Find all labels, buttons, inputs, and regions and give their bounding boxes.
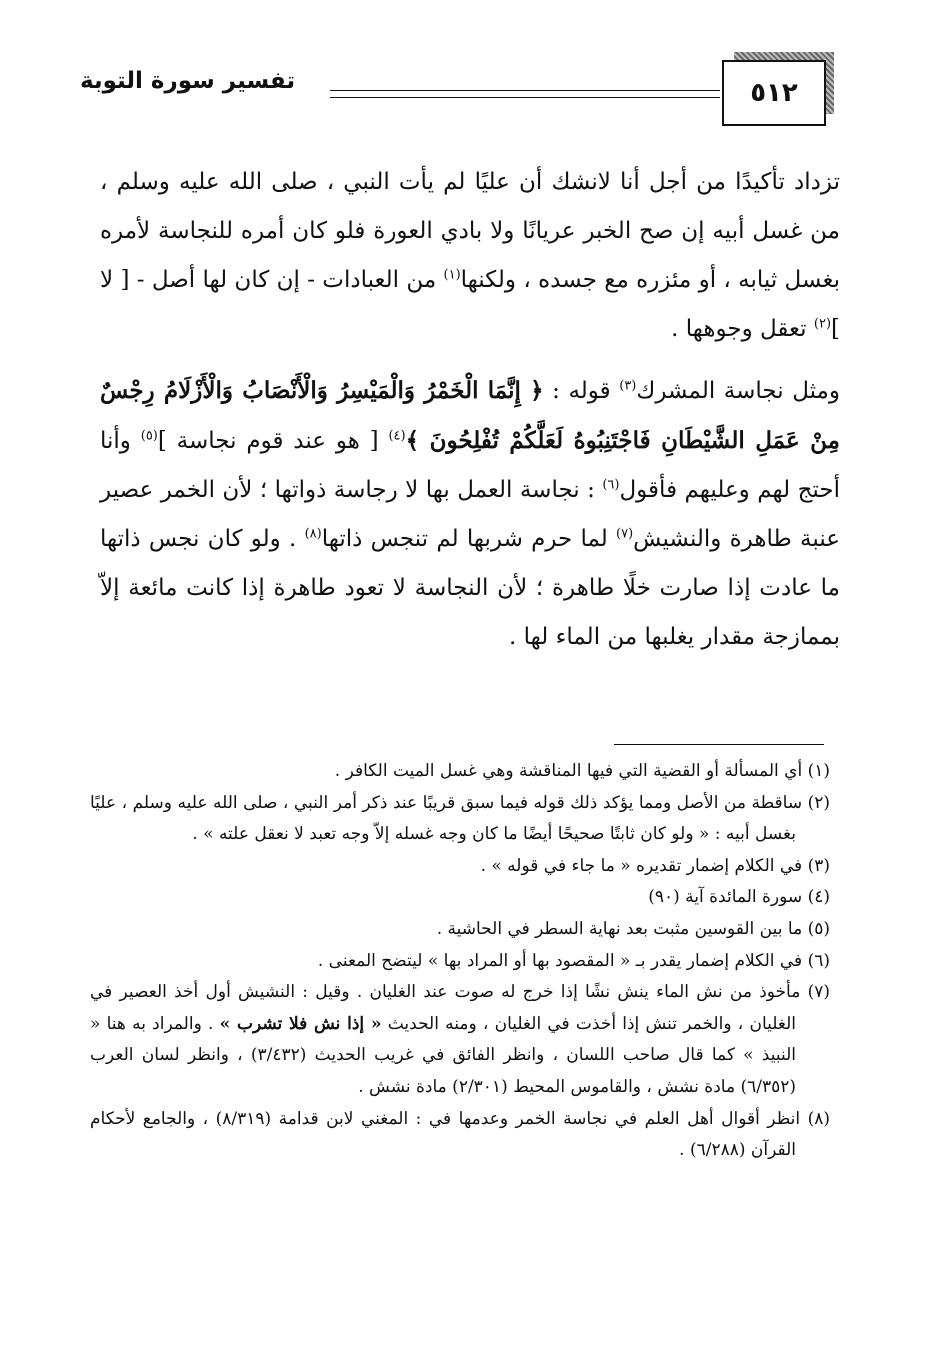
text-run: تعقل وجوهها . [671,316,814,342]
text-run: تزداد تأكيدًا من أجل أنا لانشك أن عليًا لم يأت النبي ، صلى الله عليه وسلم ، من غسل أبيه إن صح الخبر عريانًا ولا بادي العورة فلو كان أمره للنجاسة لأمره بغسل ثيابه ، أو مئزره مع جسده ، ولكنها [100,169,840,293]
text-run: من العبادات - إن كان لها أصل - [ لا ] [100,267,840,342]
running-title: تفسير سورة التوبة [80,68,296,94]
text-run: . ولو كان نجس ذاتها ما عادت إذا صارت خلًا طاهرة ؛ لأن النجاسة لا تعود طاهرة إذا كانت مائعة إلاّ بممازجة مقدار يغلبها من الماء لها . [100,526,840,650]
footnote-ref: (٥) [140,428,158,444]
paragraph-2 [100,366,840,662]
hadith-quote: « إذا نش فلا تشرب » [219,1013,382,1034]
footnote-ref: (٣) [619,378,637,394]
footnote-ref: (٧) [616,526,634,542]
footnote-2: (٢) ساقطة من الأصل ومما يؤكد ذلك قوله فيما سبق قريبًا عند ذكر أمر النبي ، صلى الله عليه وسلم ، عليًا بغسل أبيه : « ولو كان ثابتًا صحيحًا أيضًا ما كان وجه غسله إلاّ وجه تعبد لا نعقل علته » . [90,792,830,845]
text-run: . والمراد به هنا « النبيذ » كما قال صاحب اللسان ، وانظر الفائق في غريب الحديث (٣/٤٣٢) ، وانظر لسان العرب (٦/٣٥٢) مادة نشش ، والقاموس المحيط (٢/٣٠١) مادة نشش . [90,1013,796,1097]
footnote-separator [614,744,824,745]
text-run: قوله : [543,378,620,404]
text-run: [ هو عند قوم نجاسة ] [157,428,389,454]
footnotes [90,756,830,1167]
quran-verse: ﴿ إِنَّمَا الْخَمْرُ وَالْمَيْسِرُ وَالْأَنْصَابُ وَالْأَزْلَامُ رِجْسٌ مِنْ عَمَلِ الشَّيْطَانِ فَاجْتَنِبُوهُ لَعَلَّكُمْ تُفْلِحُونَ ﴾ [100,377,841,454]
footnote-3: (٣) في الكلام إضمار تقديره « ما جاء في قوله » . [480,855,830,876]
text-run: لما حرم شربها لم تنجس ذاتها [321,526,617,552]
footnote-7 [90,977,830,1103]
footnote-ref: (٢) [813,316,832,332]
page-header [80,52,840,132]
footnote-1: (١) أي المسألة أو القضية التي فيها المناقشة وهي غسل الميت الكافر . [334,761,830,781]
footnote-ref: (٦) [602,477,620,493]
text-run: : نجاسة العمل بها لا رجاسة ذواتها ؛ لأن الخمر عصير عنبة طاهرة والنشيش [100,477,840,552]
footnote-ref: (٤) [388,428,406,444]
footnote-5: (٥) ما بين القوسين مثبت بعد نهاية السطر في الحاشية . [436,918,830,939]
footnote-ref: (٨) [304,526,322,542]
paragraph-1 [100,158,840,354]
text-run: وأنا أحتج لهم وعليهم فأقول [100,428,840,503]
text-run: ومثل نجاسة المشرك [636,378,840,404]
text-run: (٧) مأخوذ من نش الماء ينش نشًا إذا خرج له صوت عند الغليان . وقيل : النشيش أول أخذ العصير في الغليان ، والخمر تنش إذا أخذت في الغليان ، ومنه الحديث [90,982,830,1034]
footnote-ref: (١) [443,267,461,283]
footnote-8: (٨) انظر أقوال أهل العلم في نجاسة الخمر وعدمها في : المغني لابن قدامة (٨/٣١٩) ، والجامع لأحكام القرآن (٦/٢٨٨) . [90,1108,830,1161]
main-text [100,158,840,662]
footnote-4: (٤) سورة المائدة آية (٩٠) [648,887,830,908]
page-number: ٥١٢ [722,60,826,126]
header-rule [330,90,720,98]
footnote-6: (٦) في الكلام إضمار يقدر بـ « المقصود بها أو المراد بها » ليتضح المعنى . [317,950,830,971]
